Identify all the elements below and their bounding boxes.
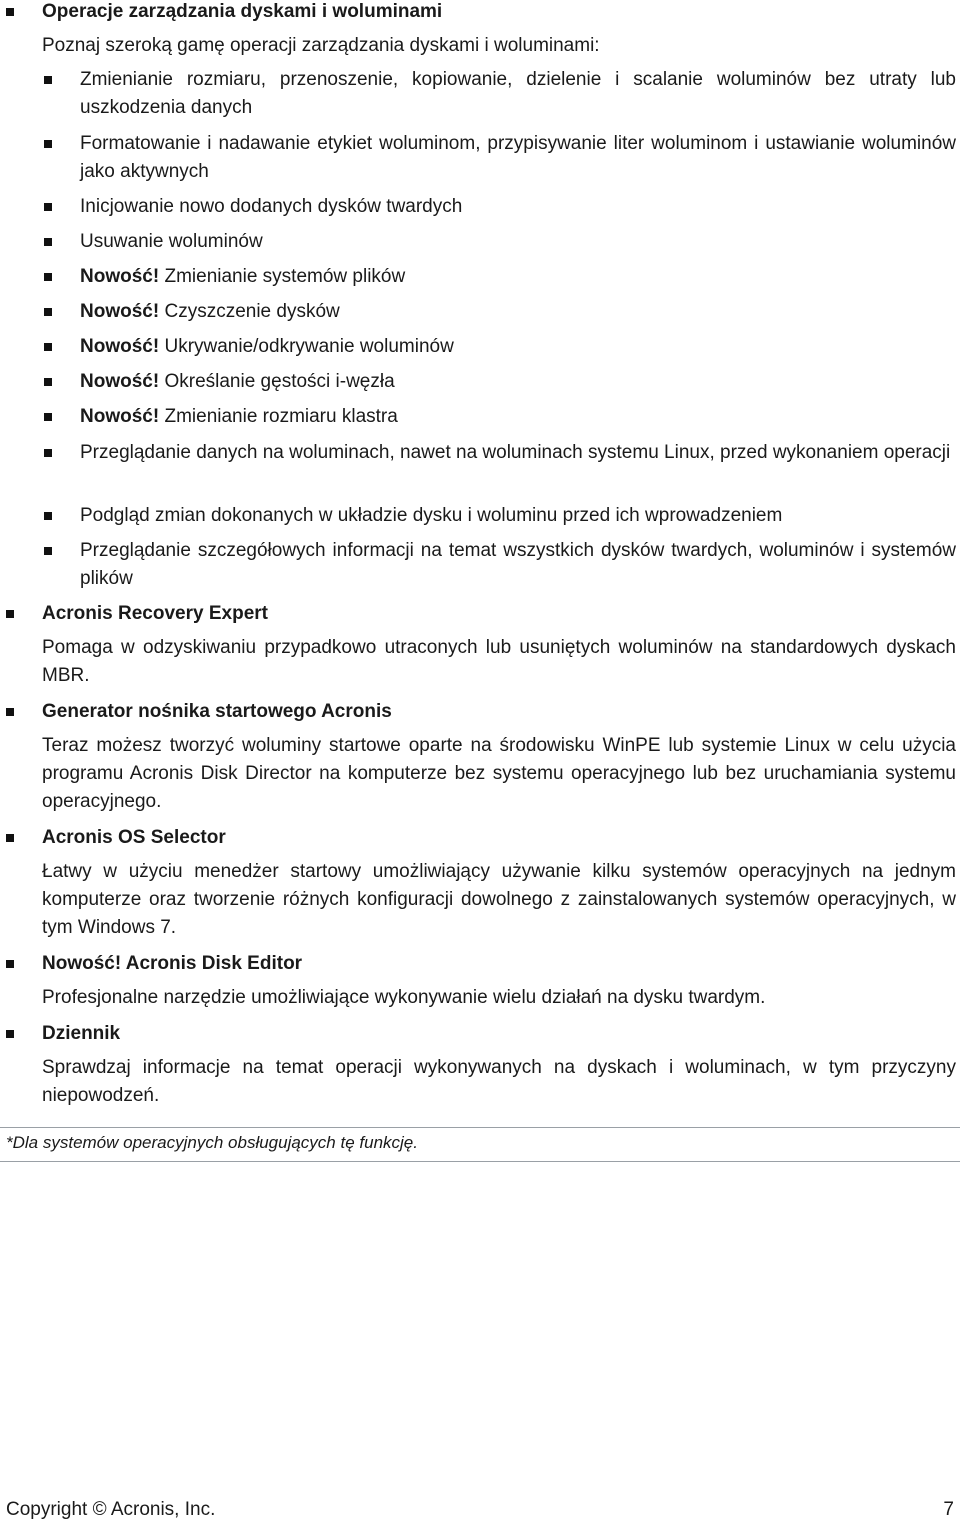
bullet-icon [6,834,14,842]
list-item: Nowość! Zmienianie systemów plików [80,266,406,287]
section-body: Pomaga w odzyskiwaniu przypadkowo utraconych lub usuniętych woluminów na standardowych dyskach MBR. [42,637,956,686]
bullet-icon [44,343,52,351]
section-intro: Poznaj szeroką gamę operacji zarządzania dyskami i woluminami: [42,35,600,56]
list-item: Podgląd zmian dokonanych w układzie dysku i woluminu przed ich wprowadzeniem [80,505,783,526]
list-item: Nowość! Ukrywanie/odkrywanie woluminów [80,336,454,357]
bullet-icon [6,1030,14,1038]
section-body: Profesjonalne narzędzie umożliwiające wykonywanie wielu działań na dysku twardym. [42,987,766,1008]
new-badge: Nowość! [80,266,160,287]
list-item: Nowość! Zmienianie rozmiaru klastra [80,406,398,427]
list-item: Inicjowanie nowo dodanych dysków twardych [80,196,463,217]
bullet-icon [6,708,14,716]
bullet-icon [44,203,52,211]
page-number: 7 [943,1499,954,1520]
bullet-icon [44,547,52,555]
bullet-icon [6,960,14,968]
list-item: Nowość! Czyszczenie dysków [80,301,340,322]
bullet-icon [44,512,52,520]
list-item: Usuwanie woluminów [80,231,263,252]
list-item: Nowość! Określanie gęstości i-węzła [80,371,395,392]
bullet-icon [6,610,14,618]
section-heading: Acronis Recovery Expert [42,603,268,624]
bullet-icon [44,449,52,457]
new-badge: Nowość! [80,406,160,427]
footnote-rule-bottom [0,1161,960,1162]
section-heading: Nowość! Acronis Disk Editor [42,953,303,974]
section-body: Teraz możesz tworzyć woluminy startowe oparte na środowisku WinPE lub systemie Linux w celu użycia programu Acronis Disk Director na komputerze bez systemu operacyjnego lub bez uruchamiania systemu operacyjnego. [42,735,956,812]
bullet-icon [6,8,14,16]
section-heading: Dziennik [42,1023,121,1044]
bullet-icon [44,238,52,246]
new-badge: Nowość! [80,301,160,322]
new-badge: Nowość! [80,336,160,357]
new-badge: Nowość! [80,371,160,392]
section-heading: Acronis OS Selector [42,827,226,848]
list-item: Przeglądanie szczegółowych informacji na temat wszystkich dysków twardych, woluminów i systemów plików [80,540,956,589]
section-body: Sprawdzaj informacje na temat operacji wykonywanych na dyskach i woluminach, w tym przyczyny niepowodzeń. [42,1057,956,1106]
bullet-icon [44,413,52,421]
bullet-icon [44,378,52,386]
section-heading: Operacje zarządzania dyskami i woluminami [42,1,443,22]
list-item: Formatowanie i nadawanie etykiet woluminom, przypisywanie liter woluminom i ustawianie woluminów jako aktywnych [80,133,956,182]
footnote-rule-top [0,1127,960,1128]
footer-copyright: Copyright © Acronis, Inc. [6,1499,216,1520]
list-item: Zmienianie rozmiaru, przenoszenie, kopiowanie, dzielenie i scalanie woluminów bez utraty lub uszkodzenia danych [80,69,956,118]
bullet-icon [44,76,52,84]
section-body: Łatwy w użyciu menedżer startowy umożliwiający używanie kilku systemów operacyjnych na jednym komputerze oraz tworzenie różnych konfiguracji dowolnego z zainstalowanych systemów operacyjnych, w tym Windows 7. [42,861,956,938]
footnote: *Dla systemów operacyjnych obsługujących tę funkcję. [6,1133,418,1152]
bullet-icon [44,308,52,316]
bullet-icon [44,140,52,148]
list-item: Przeglądanie danych na woluminach, nawet na woluminach systemu Linux, przed wykonaniem operacji [80,442,951,463]
bullet-icon [44,273,52,281]
section-heading: Generator nośnika startowego Acronis [42,701,392,722]
